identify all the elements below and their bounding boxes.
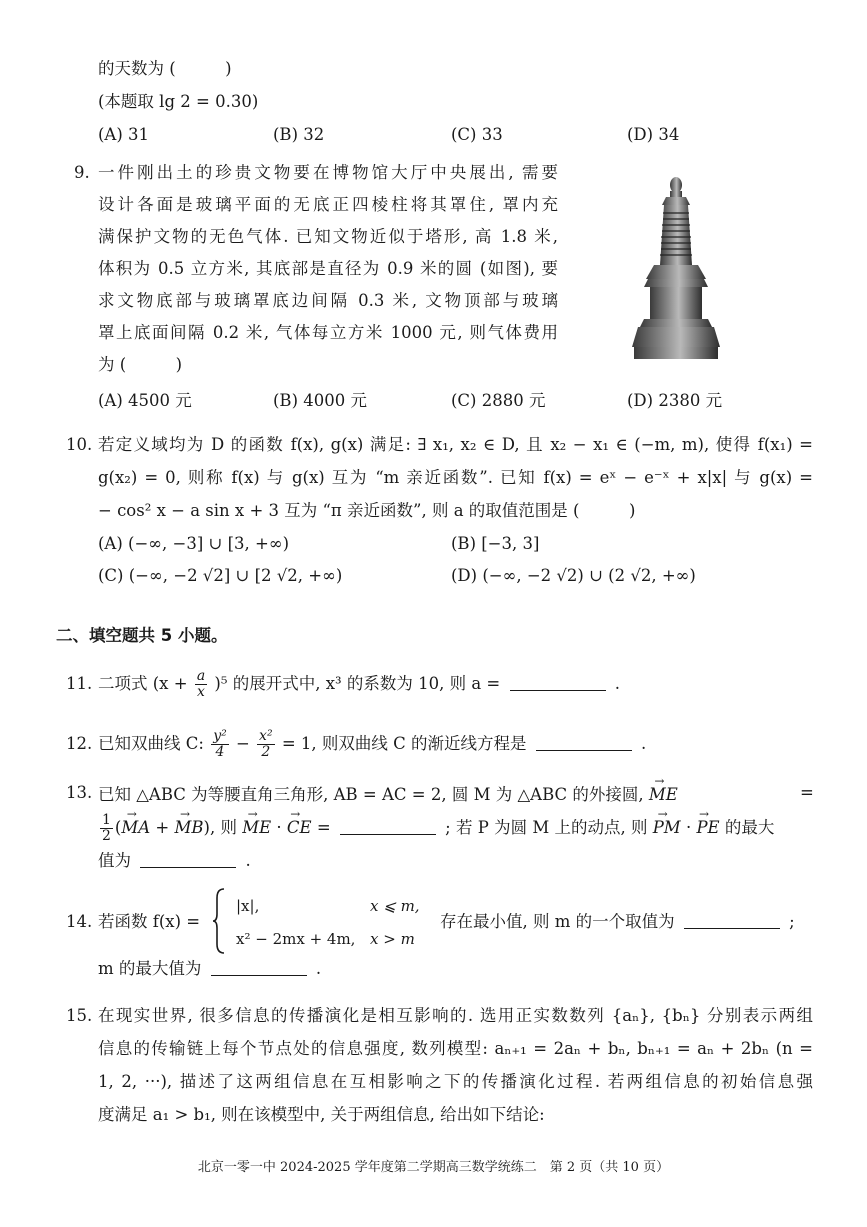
q14-case2-expr: x² − 2mx + 4m, [236,930,356,948]
q10-option-c: (C) (−∞, −2 √2] ∪ [2 √2, +∞) [98,566,343,585]
q12-f2-denominator: 2 [261,744,271,760]
q13-vector-pm: → PM [653,808,681,846]
q14-answer-blank-1[interactable] [684,912,780,929]
q13-end: . [245,851,251,870]
stupa-figure [630,175,722,365]
q15-line-4: 度满足 a₁ > b₁, 则在该模型中, 关于两组信息, 给出如下结论: [98,1105,545,1124]
q9-option-b: (B) 4000 元 [273,391,367,410]
q15-line-2: 信息的传输链上每个节点处的信息强度, 数列模型: aₙ₊₁ = 2aₙ + bₙ, bₙ₊₁ = aₙ + 2bₙ (n = [98,1039,813,1058]
q13-dot: · [276,818,282,837]
q13-line1-text: 已知 △ABC 为等腰直角三角形, AB = AC = 2, 圆 M 为 △ABC 的外接圆, [98,785,644,804]
q11-number: 11. [66,674,93,693]
q14-end: . [315,959,322,978]
q13-mid4: 的最大 [724,818,775,837]
q13-mid1: ), 则 [203,818,237,837]
q12-fraction-2 [257,729,275,760]
q12-number: 12. [66,734,93,753]
q12-f1-denominator: 4 [215,744,225,760]
q13-half-numerator: 1 [102,812,111,828]
q15-number: 15. [66,1006,93,1025]
q13-vector-mb: → MB [175,808,204,846]
q9-option-a: (A) 4500 元 [98,391,192,410]
q12-answer-blank[interactable] [536,734,632,751]
q10-line-2: g(x₂) = 0, 则称 f(x) 与 g(x) 互为 “m 亲近函数”. 已知 f(x) = eˣ − e⁻ˣ + x|x| 与 g(x) = [98,468,813,487]
q9-line-1: 一件刚出土的珍贵文物要在博物馆大厅中央展出, 需要 [98,163,558,182]
q14-semi: ; [789,912,795,931]
q14-case2-cond: x > m [370,930,415,948]
q12-fraction-1 [211,729,229,760]
q11-pre: 二项式 (x + [98,674,188,693]
q13-vector-ce: → CE [287,808,312,846]
q13-answer-blank-2[interactable] [140,851,236,868]
q13-vector-me: → ME [649,782,678,806]
q12-pre: 已知双曲线 C: [98,734,204,753]
q13-vector-pe: → PE [696,808,719,846]
q13-eq: = [800,783,814,802]
q11-end: . [614,674,621,693]
q9-option-c: (C) 2880 元 [451,391,546,410]
q13-vector-me-2: → ME [242,808,271,846]
q9-option-d: (D) 2380 元 [627,391,723,410]
q11-answer-blank[interactable] [510,674,606,691]
q13-half-denominator: 2 [102,828,111,844]
q8-option-a: (A) 31 [98,125,150,144]
section-heading: 二、填空题共 5 小题。 [56,626,228,645]
q9-line-2: 设计各面是玻璃平面的无底正四棱柱将其罩住, 罩内充 [98,195,558,214]
q12-end: . [641,734,647,753]
q8-option-b: (B) 32 [273,125,325,144]
q14-case1-cond: x ⩽ m, [370,897,420,915]
q11-post: )⁵ 的展开式中, x³ 的系数为 10, 则 a = [214,674,501,693]
q13-half [100,813,113,844]
q13-mid3: ; 若 P 为圆 M 上的动点, 则 [445,818,648,837]
q11-frac-denominator: x [197,684,205,700]
page-footer: 北京一零一中 2024-2025 学年度第二学期高三数学统练二 第 2 页（共 10 页） [197,1160,670,1175]
q15-line-1: 在现实世界, 很多信息的传播演化是相互影响的. 选用正实数数列 {aₙ}, {bₙ} 分别表示两组 [98,1006,813,1025]
q12-post: = 1, 则双曲线 C 的渐近线方程是 [281,734,527,753]
q13-dot-2: · [685,818,692,837]
q11-fraction [195,669,207,700]
q10-number: 10. [66,435,93,454]
q14-number: 14. [66,912,93,931]
q14-case1-expr: |x|, [236,897,260,915]
q13-line-3 [98,850,251,872]
q14-post: 存在最小值, 则 m 的一个取值为 [440,912,675,931]
q9-line-3: 满保护文物的无色气体. 已知文物近似于塔形, 高 1.8 米, [98,227,558,246]
q10-line-3: − cos² x − a sin x + 3 互为 “π 亲近函数”, 则 a 的取值范围是 ( ) [98,501,636,520]
q10-option-b: (B) [−3, 3] [451,534,540,553]
q9-line-4: 体积为 0.5 立方米, 其底部是直径为 0.9 米的圆 (如图), 要 [98,259,558,278]
q15-line-3: 1, 2, ···), 描述了这两组信息在互相影响之下的传播演化过程. 若两组信息的初始信息强 [98,1072,813,1091]
q14-line-2 [98,958,321,980]
q13-mid2: = [316,818,331,837]
q14-post-line [440,911,795,933]
q12-minus: − [235,734,250,753]
q10-line-1: 若定义域均为 D 的函数 f(x), g(x) 满足: ∃ x₁, x₂ ∈ D, 且 x₂ − x₁ ∈ (−m, m), 使得 f(x₁) = [98,435,813,454]
q9-line-5: 求文物底部与玻璃罩底边间隔 0.3 米, 文物顶部与玻璃 [98,291,558,310]
q9-number: 9. [74,163,90,182]
q8-tail: 的天数为 ( ) [98,59,232,78]
q8-option-d: (D) 34 [627,125,680,144]
q8-option-c: (C) 33 [451,125,503,144]
q14-pre: 若函数 f(x) = [98,912,201,931]
q13-line-2: $\frac{1}{2}$ (→ MA + → MB), 则 → ME · → CE = ; 若 P 为圆 M 上的动点, 则 → PM · → PE 的最大 [98,808,774,846]
q14-answer-blank-2[interactable] [211,959,307,976]
q13-plus: + [155,818,170,837]
q14-brace [212,888,226,954]
q9-line-6: 罩上底面间隔 0.2 米, 气体每立方米 1000 元, 则气体费用 [98,323,558,342]
q13-line3-text: 值为 [98,851,131,870]
q11-frac-numerator: a [196,668,206,684]
q11-content [98,665,620,703]
q13-number: 13. [66,783,93,802]
q8-note: (本题取 lg 2 = 0.30) [98,92,259,111]
q13-answer-blank-1[interactable] [340,818,436,835]
q10-option-d: (D) (−∞, −2 √2) ∪ (2 √2, +∞) [451,566,696,585]
q12-f1-numerator: y² [213,728,227,744]
q10-option-a: (A) (−∞, −3] ∪ [3, +∞) [98,534,290,553]
q14-line2-text: m 的最大值为 [98,959,202,978]
q12-f2-numerator: x² [259,728,273,744]
q9-line-7: 为 ( ) [98,355,183,374]
q13-vector-ma: → MA [121,808,150,846]
q12-content [98,724,646,764]
